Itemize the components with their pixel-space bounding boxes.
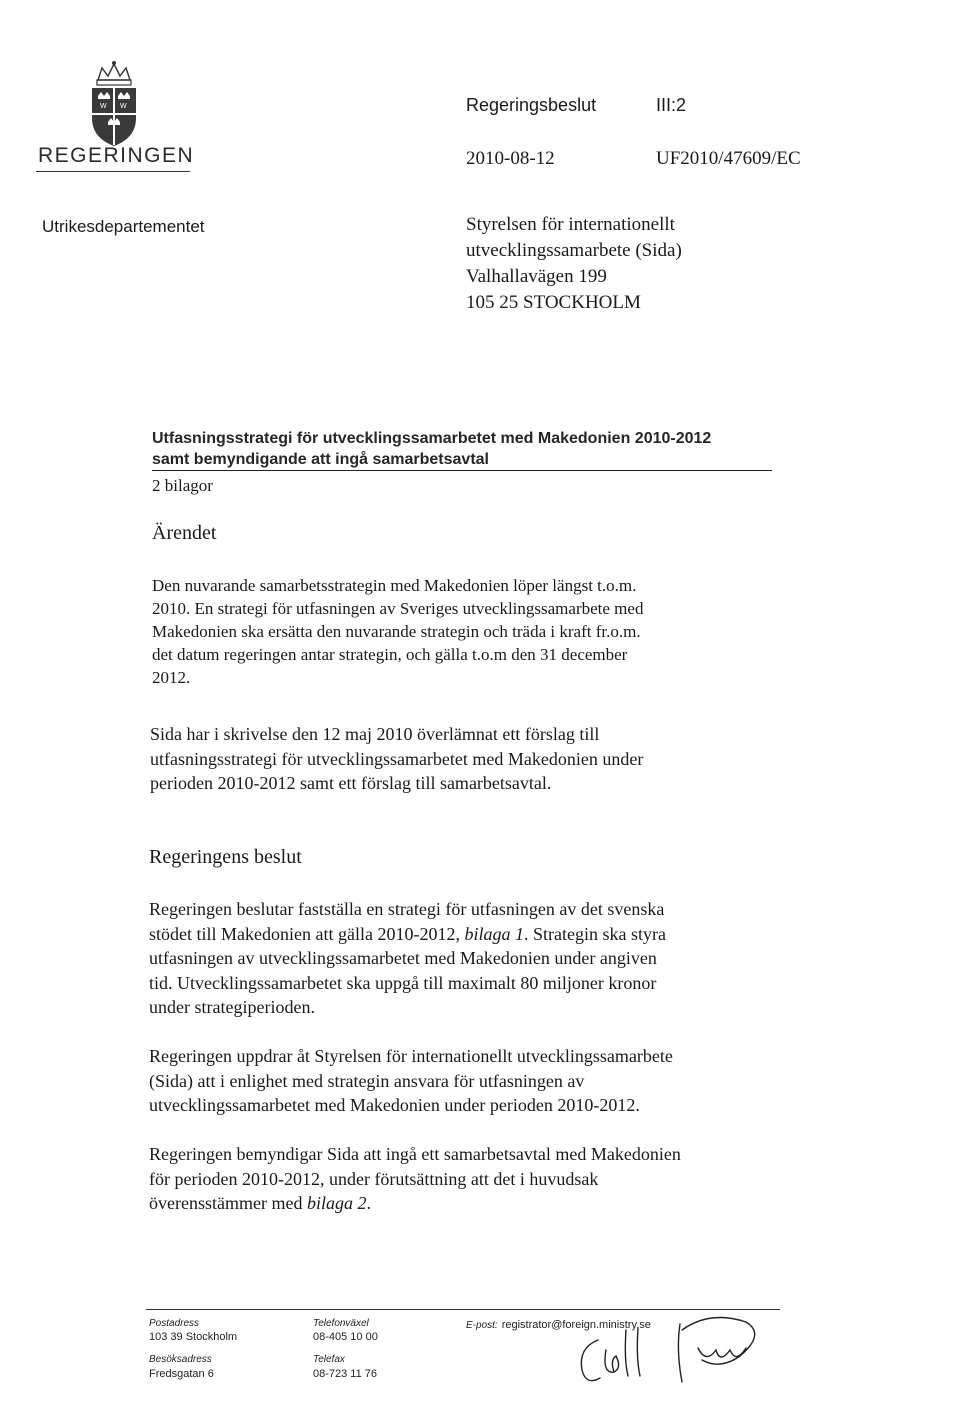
paragraph-line: 2012. <box>152 668 191 687</box>
paragraph-line: Regeringen beslutar fastställa en strategi för utfasningen av det svenska <box>149 899 665 919</box>
email-address: registrator@foreign.ministry.se <box>501 1319 651 1331</box>
text-run: . Strategin ska styra <box>523 923 666 944</box>
switchboard-value: 08-405 10 00 <box>313 1331 378 1343</box>
document-reference: UF2010/47609/EC <box>656 148 801 169</box>
department-name: Utrikesdepartementet <box>42 217 205 236</box>
government-crest-logo <box>78 58 150 150</box>
attachment-reference: bilaga 1 <box>464 923 524 944</box>
text-run: . <box>366 1193 371 1213</box>
paragraph <box>152 574 782 689</box>
paragraph-line: Den nuvarande samarbetsstrategin med Makedonien löper längst t.o.m. <box>152 576 637 595</box>
paragraph-line: perioden 2010-2012 samt ett förslag till samarbetsavtal. <box>150 773 552 793</box>
visiting-address-label: Besöksadress <box>149 1354 212 1365</box>
brand-name: REGERINGEN <box>38 144 195 167</box>
brand-divider <box>36 171 190 172</box>
text-run: stödet till Makedonien att gälla 2010-2012, <box>149 923 465 944</box>
paragraph-line <box>149 922 779 947</box>
paragraph-line: utfasningen av utvecklingssamarbetet med Makedonien under angiven <box>149 948 657 968</box>
document-date: 2010-08-12 <box>466 148 555 169</box>
document-type: Regeringsbeslut <box>466 95 597 115</box>
section-heading-arendet: Ärendet <box>152 522 217 544</box>
subject-line: samt bemyndigande att ingå samarbetsavtal <box>152 451 489 468</box>
paragraph <box>149 1142 779 1216</box>
paragraph-line: 2010. En strategi för utfasningen av Sveriges utvecklingssamarbete med <box>152 599 644 618</box>
text-run: överensstämmer med <box>149 1193 307 1213</box>
paragraph-line: under strategiperioden. <box>149 997 315 1017</box>
paragraph <box>149 1044 779 1118</box>
handwritten-signature <box>570 1300 770 1400</box>
svg-text:W: W <box>100 103 107 110</box>
subject-heading <box>152 428 711 470</box>
recipient-line: 105 25 STOCKHOLM <box>466 292 641 313</box>
attachments-count: 2 bilagor <box>152 476 213 495</box>
email-label: E-post: <box>466 1320 498 1331</box>
paragraph-line: Regeringen bemyndigar Sida att ingå ett samarbetsavtal med Makedonien <box>149 1144 681 1164</box>
switchboard-label: Telefonväxel <box>313 1318 369 1329</box>
postal-address-label: Postadress <box>149 1318 200 1329</box>
paragraph <box>149 897 779 1020</box>
paragraph <box>150 722 780 796</box>
fax-label: Telefax <box>313 1354 345 1365</box>
recipient-address <box>466 212 682 316</box>
paragraph-line: Regeringen uppdrar åt Styrelsen för internationellt utvecklingssamarbete <box>149 1046 673 1066</box>
fax-value: 08-723 11 76 <box>313 1368 378 1380</box>
svg-text:W: W <box>120 103 127 110</box>
paragraph-line: Makedonien ska ersätta den nuvarande strategin och träda i kraft fr.o.m. <box>152 622 641 641</box>
subject-line: Utfasningsstrategi för utvecklingssamarbetet med Makedonien 2010-2012 <box>152 430 712 447</box>
recipient-line: utvecklingssamarbete (Sida) <box>466 240 682 261</box>
subject-divider <box>152 470 772 471</box>
paragraph-line: tid. Utvecklingssamarbetet ska uppgå till maximalt 80 miljoner kronor <box>149 972 657 993</box>
paragraph-line: utfasningsstrategi för utvecklingssamarbetet med Makedonien under <box>150 748 644 769</box>
section-heading-beslut: Regeringens beslut <box>149 846 302 868</box>
recipient-line: Styrelsen för internationellt <box>466 214 675 235</box>
postal-address-value: 103 39 Stockholm <box>149 1331 238 1343</box>
paragraph-line: för perioden 2010-2012, under förutsättning att det i huvudsak <box>149 1168 599 1189</box>
paragraph-line: utvecklingssamarbetet med Makedonien under perioden 2010-2012. <box>149 1095 640 1115</box>
paragraph-line: (Sida) att i enlighet med strategin ansvara för utfasningen av <box>149 1070 585 1091</box>
attachment-reference: bilaga 2 <box>306 1193 367 1213</box>
paragraph-line: Sida har i skrivelse den 12 maj 2010 överlämnat ett förslag till <box>150 724 600 744</box>
paragraph-line <box>149 1191 779 1216</box>
document-number: III:2 <box>656 95 687 115</box>
recipient-line: Valhallavägen 199 <box>466 266 607 287</box>
paragraph-line: det datum regeringen antar strategin, och gälla t.o.m den 31 december <box>152 645 628 664</box>
visiting-address-value: Fredsgatan 6 <box>149 1368 214 1380</box>
